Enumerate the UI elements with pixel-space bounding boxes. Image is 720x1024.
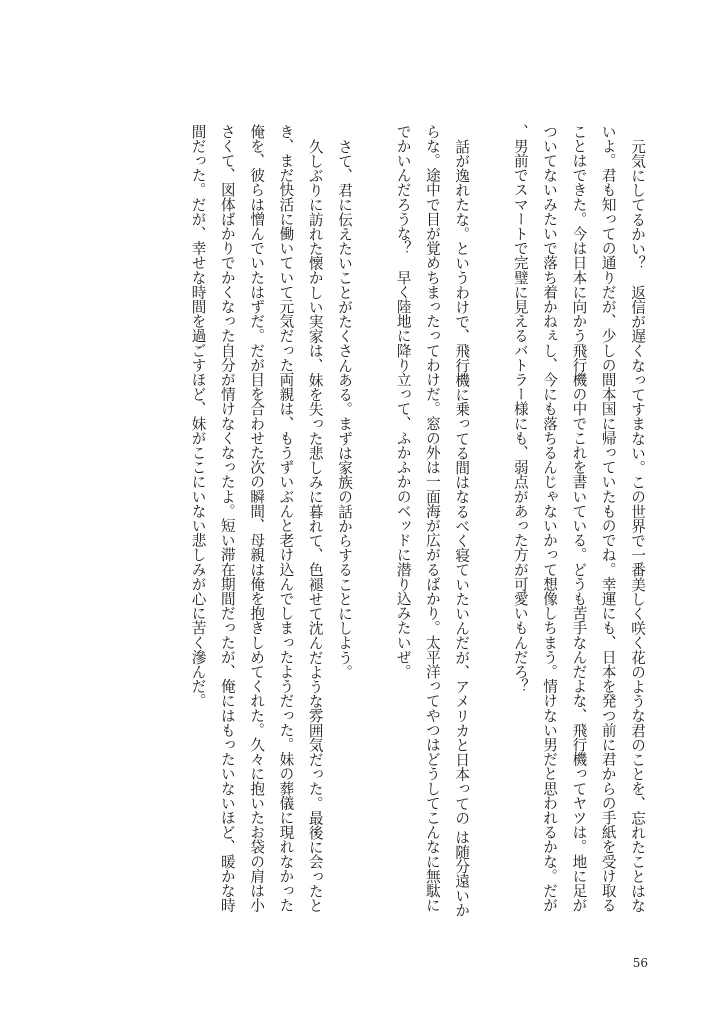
paragraph-1: 元気にしてるかい？ 返信が遅くなってすまない。この世界で一番美しく咲く花のような君のことを、忘れたことはないよ。君も知っての通りだが、少しの間本国に帰っていたものでね。幸運にも、日本を発つ前に君からの手紙を受け取ることはできた。今は日本に向かう飛行機の中でこれを書いている。どうも苦手なんだよな、飛行機ってヤツは。地に足がついてないみたいで落ち着かねぇし、今にも落ちるんじゃないかって想像しちまう。情けない男だと思われるかな。だが、男前でスマートで完璧に見えるバトラー様にも、弱点があった方が可愛いもんだろ？ (511, 124, 646, 913)
page-number: 56 (632, 956, 648, 970)
vertical-text-body (92, 124, 652, 924)
paragraph-4: 久しぶりに訪れた懐かしい実家は、妹を失った悲しみに暮れて、色褪せて沈んだような雰囲気だった。最後に会ったとき、まだ快活に働いていて元気だった両親は、もうずいぶんと老け込んでしまったようだった。妹の葬儀に現れなかった俺を、彼らは憎んでいたはずだ。だが目を合わせた次の瞬間、母親は俺を抱きしめてくれた。久々に抱いたお袋の肩は小さくて、図体ばかりでかくなった自分が情けなくなったよ。短い滞在期間だったが、俺にはもったいないほど、暖かな時間だった。だが、幸せな時間を過ごすほど、妹がここにいない悲しみが心に苦く滲んだ。 (189, 124, 324, 913)
paragraph-3: さて、君に伝えたいことがたくさんある。まずは家族の話からすることにしよう。 (336, 138, 354, 679)
paragraph-2: 話が逸れたな。というわけで、飛行機に乗ってる間はなるべく寝ていたいんだが、アメリカと日本っての は随分遠いからな。途中で目が覚めちまったってわけだ。窓の外は一面海が広がるばかり。太平洋ってやつはどうしてこんなに無駄にでかいんだろうな？ 早く陸地に降り立って、ふかふかのベッドに潜り込みたいぜ。 (394, 124, 471, 918)
paragraph-spacer (359, 124, 388, 924)
paragraph-spacer (476, 124, 505, 924)
